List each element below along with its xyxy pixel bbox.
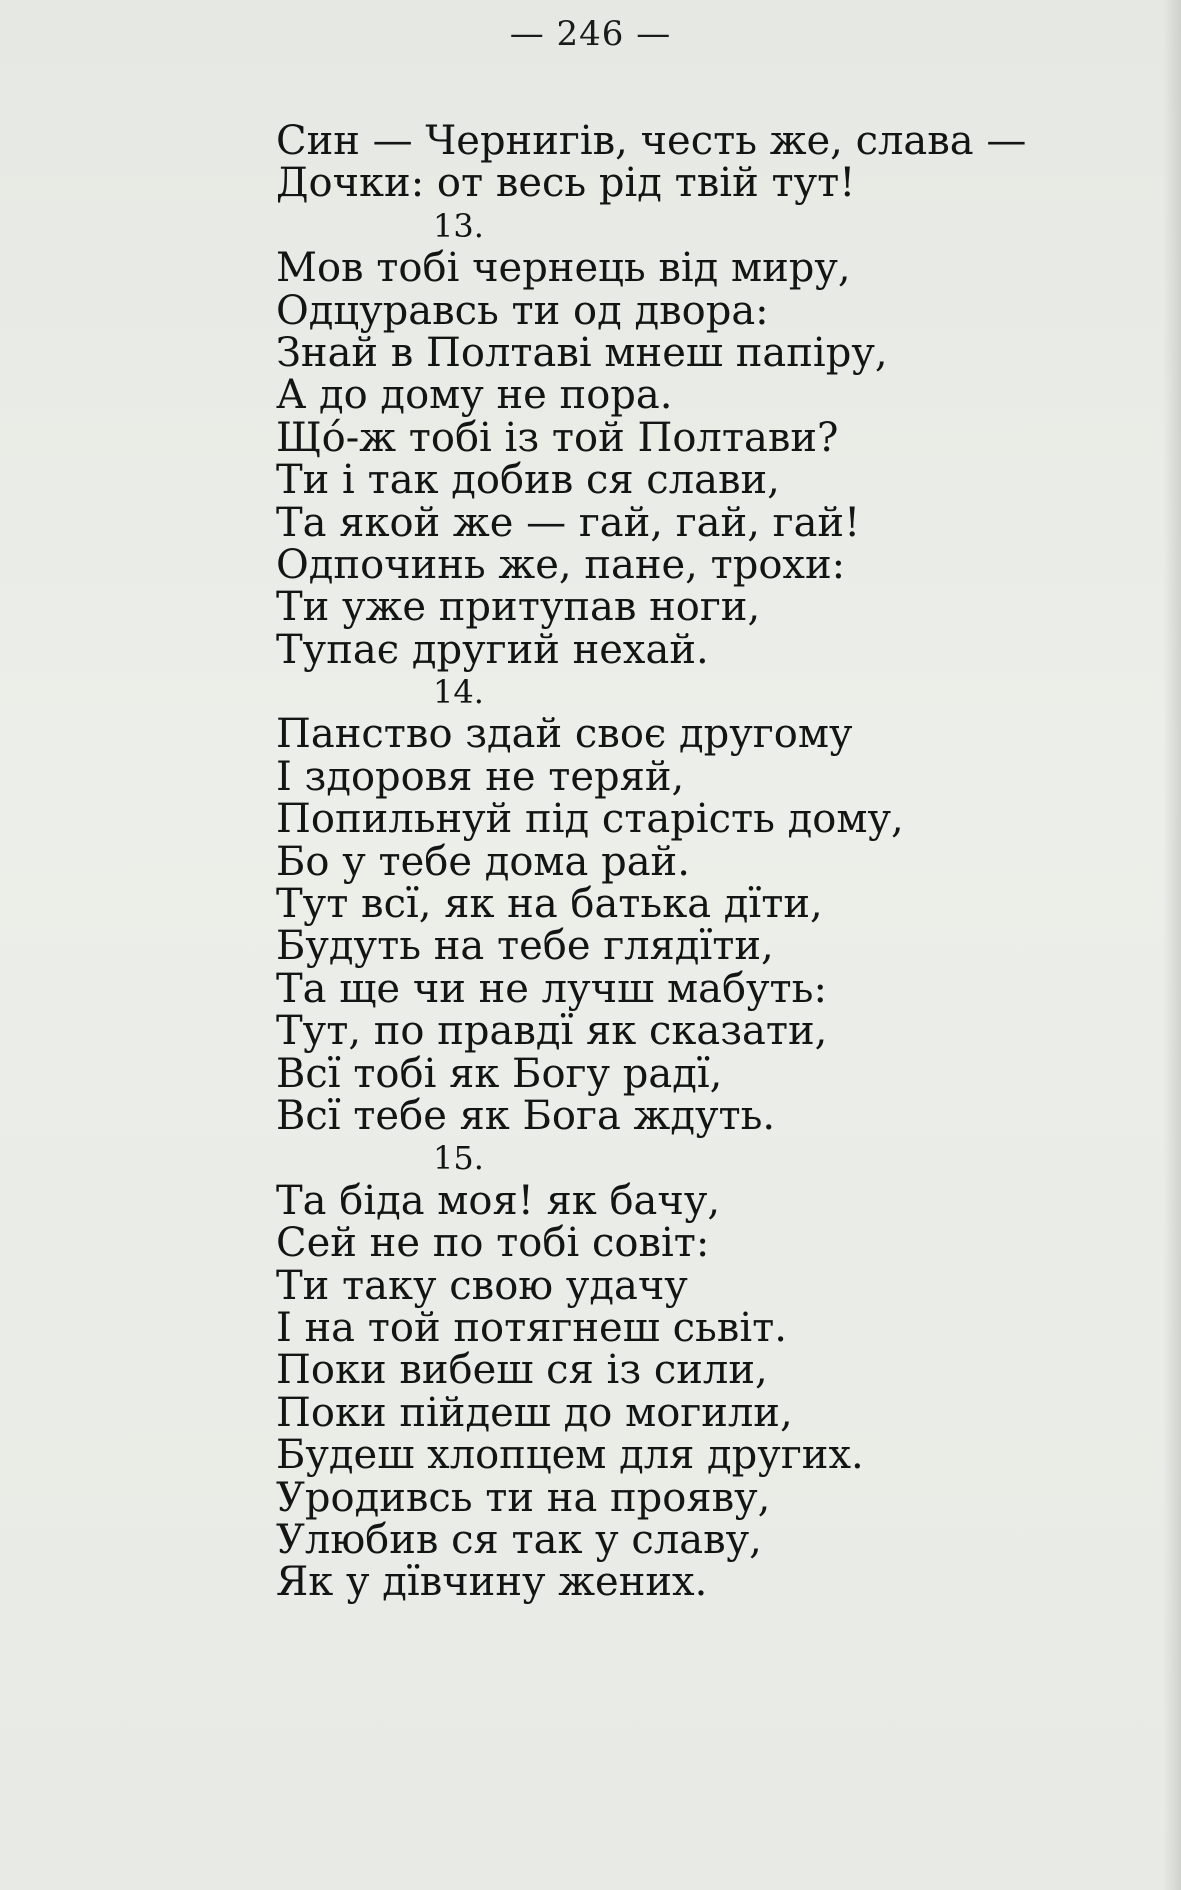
verse-line: Ти уже притупав ноги,	[276, 584, 761, 631]
stanza-continuation	[276, 120, 1096, 205]
poem-text	[276, 120, 1096, 1604]
verse-line: Знай в Полтаві мнеш папіру,	[276, 329, 888, 376]
stanza-13	[276, 205, 1096, 671]
verse-line: Та біда моя! як бачу,	[276, 1177, 721, 1224]
verse-line: Всї тебе як Бога ждуть.	[276, 1092, 776, 1139]
stanza-number: 15.	[433, 1139, 484, 1178]
verse-line: Тупає другий нехай.	[276, 626, 709, 673]
verse-line: Бо у тебе дома рай.	[276, 838, 690, 885]
verse-line: Панство здай своє другому	[276, 711, 853, 758]
verse-line: Сей не по тобі совіт:	[276, 1220, 710, 1267]
verse-line: Одпочинь же, пане, трохи:	[276, 541, 846, 588]
verse-line: Одцуравсь ти од двора:	[276, 287, 769, 334]
verse-line: Та ще чи не лучш мабуть:	[276, 965, 827, 1012]
stanza-14	[276, 671, 1096, 1137]
verse-line: Ти і так добив ся слави,	[276, 457, 780, 504]
verse-line: Попильнуй під старість дому,	[276, 796, 904, 843]
verse-line: Щó-ж тобі із той Полтави?	[276, 414, 839, 461]
verse-line: Як у дївчину жених.	[276, 1559, 708, 1606]
verse-line: Будуть на тебе глядїти,	[276, 923, 774, 970]
verse-line: А до дому не пора.	[276, 372, 673, 419]
verse-line: Всї тобі як Богу радї,	[276, 1050, 723, 1097]
verse-line: Мов тобі чернець від миру,	[276, 245, 851, 292]
verse-line: Ти таку свою удачу	[276, 1262, 688, 1309]
verse-line: Уродивсь ти на прояву,	[276, 1474, 771, 1521]
verse-line: Син — Чернигів, честь же, слава —	[276, 118, 1027, 164]
page-number: — 246 —	[509, 14, 672, 54]
stanza-number: 13.	[433, 206, 484, 245]
verse-line: Дочки: от весь рід твій тут!	[276, 160, 856, 207]
page-edge-shadow	[1163, 0, 1181, 1890]
verse-line: Улюбив ся так у славу,	[276, 1516, 762, 1563]
stanza-15	[276, 1137, 1096, 1606]
verse-line: Поки пійдеш до могили,	[276, 1389, 793, 1436]
verse-line: Поки вибеш ся із сили,	[276, 1347, 768, 1394]
stanza-number: 14.	[433, 673, 484, 712]
verse-line: Будеш хлопцем для других.	[276, 1432, 864, 1479]
verse-line: Та якой же — гай, гай, гай!	[276, 499, 861, 546]
verse-line: І на той потягнеш сьвіт.	[276, 1304, 787, 1351]
verse-line: Тут всї, як на батька дїти,	[276, 881, 823, 928]
verse-line: Тут, по правдї як сказати,	[276, 1008, 828, 1055]
verse-line: І здоровя не теряй,	[276, 753, 685, 800]
